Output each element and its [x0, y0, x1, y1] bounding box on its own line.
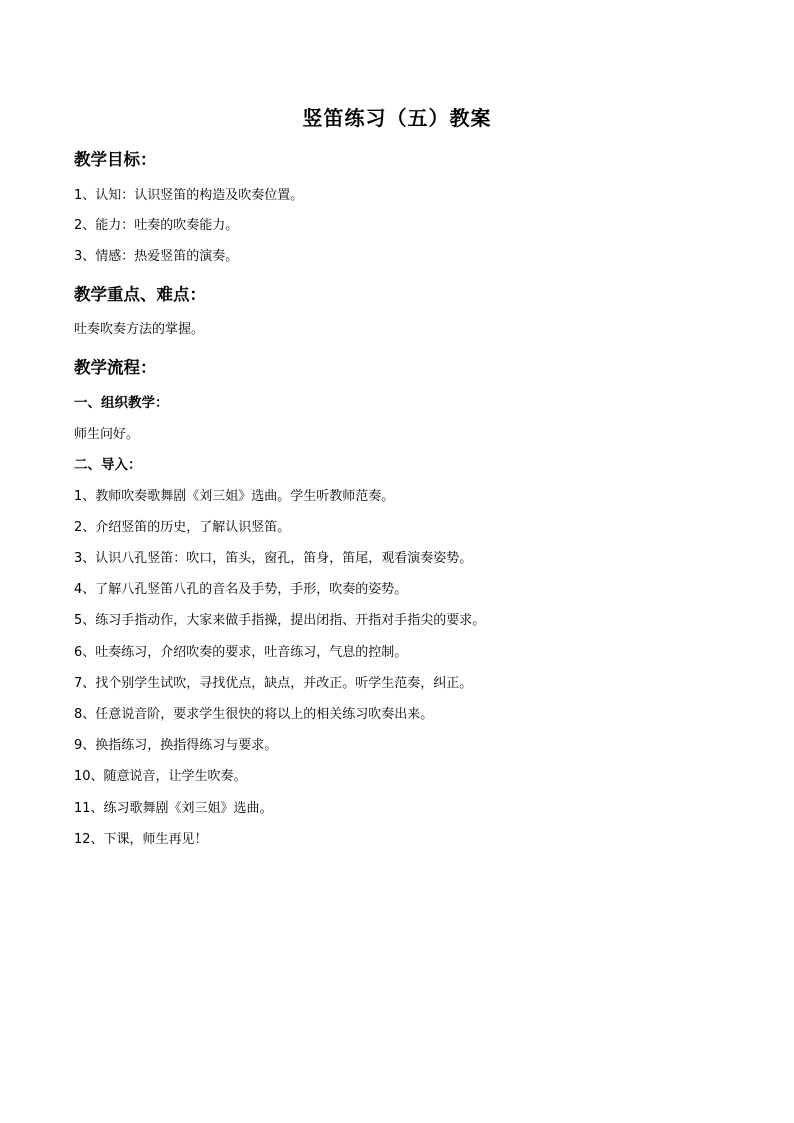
key-points-text: 吐奏吹奏方法的掌握。 — [74, 322, 205, 337]
process-step-11: 11、练习歌舞剧《刘三姐》选曲。 — [74, 801, 273, 816]
process-step-9: 9、换指练习，换指得练习与要求。 — [74, 738, 278, 753]
objectives-heading: 教学目标： — [74, 150, 157, 169]
process-step-5: 5、练习手指动作，大家来做手指操，提出闭指、开指对手指尖的要求。 — [74, 613, 486, 628]
objective-item-3: 3、情感：热爱竖笛的演奏。 — [74, 249, 239, 264]
document-title: 竖笛练习（五）教案 — [302, 106, 492, 130]
part2-heading: 二、导入： — [74, 457, 142, 473]
process-step-6: 6、吐奏练习，介绍吹奏的要求，吐音练习，气息的控制。 — [74, 645, 408, 660]
process-step-10: 10、随意说音，让学生吹奏。 — [74, 769, 247, 784]
objective-item-2: 2、能力：吐奏的吹奏能力。 — [74, 218, 239, 233]
process-step-3: 3、认识八孔竖笛：吹口，笛头，窗孔，笛身，笛尾，观看演奏姿势。 — [74, 551, 473, 566]
objective-item-1: 1、认知：认识竖笛的构造及吹奏位置。 — [74, 188, 304, 203]
key-points-heading: 教学重点、难点： — [74, 285, 206, 304]
process-step-7: 7、找个别学生试吹，寻找优点，缺点，并改正。听学生范奏，纠正。 — [74, 676, 473, 691]
process-step-4: 4、了解八孔竖笛八孔的音名及手势，手形，吹奏的姿势。 — [74, 582, 408, 597]
part1-heading: 一、组织教学： — [74, 395, 169, 411]
process-step-2: 2、介绍竖笛的历史，了解认识竖笛。 — [74, 520, 291, 535]
process-heading: 教学流程： — [74, 358, 157, 377]
process-step-1: 1、教师吹奏歌舞剧《刘三姐》选曲。学生听教师范奏。 — [74, 489, 395, 504]
process-step-12: 12、下课，师生再见！ — [74, 832, 208, 847]
process-step-8: 8、任意说音阶，要求学生很快的将以上的相关练习吹奏出来。 — [74, 707, 434, 722]
part1-text: 师生问好。 — [74, 427, 140, 442]
